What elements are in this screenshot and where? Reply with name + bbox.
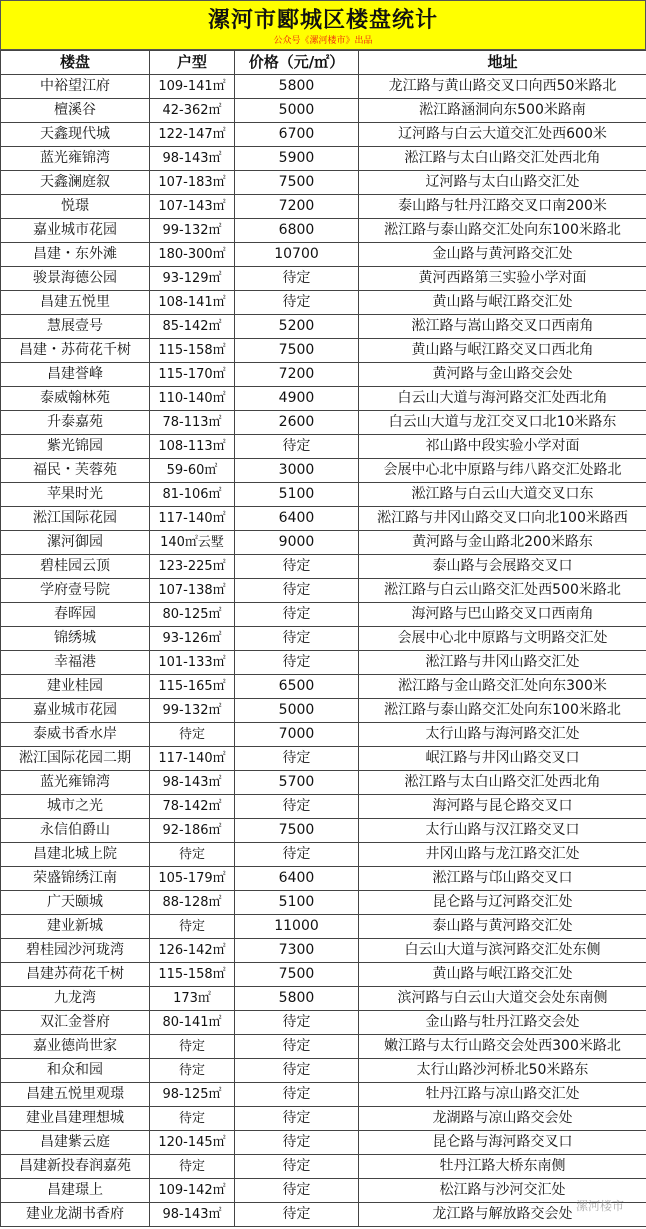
cell-address: 昆仑路与辽河路交汇处: [359, 891, 646, 915]
cell-address: 龙湖路与凉山路交会处: [359, 1107, 646, 1131]
table-row: [1, 531, 646, 555]
cell-name: 福民・芙蓉苑: [1, 459, 150, 483]
cell-address: 黄河路与金山路交会处: [359, 363, 646, 387]
cell-price: 5900: [235, 147, 359, 171]
cell-layout: 78-113㎡: [150, 411, 235, 435]
cell-layout: 122-147㎡: [150, 123, 235, 147]
cell-price: 10700: [235, 243, 359, 267]
cell-layout: 80-125㎡: [150, 603, 235, 627]
cell-price: 5200: [235, 315, 359, 339]
table-row: [1, 1083, 646, 1107]
cell-name: 昌建紫云庭: [1, 1131, 150, 1155]
cell-price: 5800: [235, 75, 359, 99]
table-row: [1, 387, 646, 411]
cell-address: 岷江路与井冈山路交叉口: [359, 747, 646, 771]
cell-price: 3000: [235, 459, 359, 483]
cell-name: 昌建誉峰: [1, 363, 150, 387]
cell-name: 苹果时光: [1, 483, 150, 507]
cell-address: 海河路与昆仑路交叉口: [359, 795, 646, 819]
cell-address: 金山路与牡丹江路交会处: [359, 1011, 646, 1035]
cell-layout: 待定: [150, 843, 235, 867]
cell-price: 5000: [235, 99, 359, 123]
cell-price: 6400: [235, 867, 359, 891]
cell-layout: 98-125㎡: [150, 1083, 235, 1107]
table-row: [1, 507, 646, 531]
table-row: [1, 579, 646, 603]
cell-price: 5700: [235, 771, 359, 795]
cell-price: 7500: [235, 339, 359, 363]
title-band: [0, 0, 646, 50]
cell-address: 淞江路与太白山路交汇处西北角: [359, 771, 646, 795]
table-row: [1, 291, 646, 315]
cell-layout: 待定: [150, 1035, 235, 1059]
cell-address: 淞江路与白云山路交汇处西500米路北: [359, 579, 646, 603]
cell-price: 待定: [235, 1131, 359, 1155]
cell-address: 淞江路与邙山路交叉口: [359, 867, 646, 891]
cell-layout: 173㎡: [150, 987, 235, 1011]
table-row: [1, 339, 646, 363]
cell-price: 待定: [235, 1035, 359, 1059]
cell-price: 待定: [235, 1107, 359, 1131]
cell-layout: 待定: [150, 1107, 235, 1131]
table-header-row: [1, 51, 646, 75]
table-row: [1, 411, 646, 435]
cell-name: 檀溪谷: [1, 99, 150, 123]
cell-layout: 98-143㎡: [150, 1203, 235, 1227]
cell-price: 5100: [235, 891, 359, 915]
cell-name: 建业昌建理想城: [1, 1107, 150, 1131]
table-row: [1, 147, 646, 171]
cell-name: 昌建・东外滩: [1, 243, 150, 267]
cell-layout: 99-132㎡: [150, 219, 235, 243]
cell-name: 昌建五悦里观璟: [1, 1083, 150, 1107]
table-row: [1, 747, 646, 771]
cell-name: 昌建新投春润嘉苑: [1, 1155, 150, 1179]
cell-name: 广天颐城: [1, 891, 150, 915]
table-row: [1, 1059, 646, 1083]
cell-name: 九龙湾: [1, 987, 150, 1011]
cell-name: 永信伯爵山: [1, 819, 150, 843]
cell-layout: 92-186㎡: [150, 819, 235, 843]
cell-name: 昌建苏荷花千树: [1, 963, 150, 987]
table-row: [1, 987, 646, 1011]
cell-layout: 98-143㎡: [150, 771, 235, 795]
cell-name: 泰威书香水岸: [1, 723, 150, 747]
cell-address: 龙江路与黄山路交叉口向西50米路北: [359, 75, 646, 99]
cell-name: 中裕望江府: [1, 75, 150, 99]
cell-name: 碧桂园云顶: [1, 555, 150, 579]
cell-address: 淞江路与井冈山路交汇处: [359, 651, 646, 675]
cell-address: 淞江路与太白山路交汇处西北角: [359, 147, 646, 171]
cell-layout: 待定: [150, 1059, 235, 1083]
table-row: [1, 963, 646, 987]
cell-address: 金山路与黄河路交汇处: [359, 243, 646, 267]
cell-price: 2600: [235, 411, 359, 435]
cell-price: 5000: [235, 699, 359, 723]
cell-layout: 115-170㎡: [150, 363, 235, 387]
table-row: [1, 483, 646, 507]
cell-address: 淞江路与井冈山路交叉口向北100米路西: [359, 507, 646, 531]
cell-name: 慧展壹号: [1, 315, 150, 339]
cell-layout: 140㎡云墅: [150, 531, 235, 555]
cell-address: 辽河路与太白山路交汇处: [359, 171, 646, 195]
cell-name: 漯河御园: [1, 531, 150, 555]
cell-address: 滨河路与白云山大道交会处东南侧: [359, 987, 646, 1011]
cell-layout: 81-106㎡: [150, 483, 235, 507]
table-row: [1, 699, 646, 723]
cell-address: 会展中心北中原路与文明路交汇处: [359, 627, 646, 651]
cell-address: 龙江路与解放路交会处: [359, 1203, 646, 1227]
cell-address: 海河路与巴山路交叉口西南角: [359, 603, 646, 627]
property-table: [0, 50, 646, 1227]
cell-layout: 180-300㎡: [150, 243, 235, 267]
table-row: [1, 675, 646, 699]
cell-layout: 78-142㎡: [150, 795, 235, 819]
cell-price: 7300: [235, 939, 359, 963]
cell-layout: 115-165㎡: [150, 675, 235, 699]
cell-price: 待定: [235, 627, 359, 651]
table-row: [1, 1179, 646, 1203]
table-row: [1, 195, 646, 219]
cell-layout: 109-142㎡: [150, 1179, 235, 1203]
cell-price: 5800: [235, 987, 359, 1011]
table-row: [1, 867, 646, 891]
cell-name: 学府壹号院: [1, 579, 150, 603]
cell-layout: 93-126㎡: [150, 627, 235, 651]
cell-price: 4900: [235, 387, 359, 411]
table-row: [1, 795, 646, 819]
cell-layout: 126-142㎡: [150, 939, 235, 963]
table-row: [1, 603, 646, 627]
table-row: [1, 171, 646, 195]
cell-layout: 59-60㎡: [150, 459, 235, 483]
cell-layout: 85-142㎡: [150, 315, 235, 339]
cell-price: 7200: [235, 363, 359, 387]
cell-name: 建业新城: [1, 915, 150, 939]
table-row: [1, 459, 646, 483]
cell-price: 待定: [235, 1179, 359, 1203]
table-row: [1, 555, 646, 579]
cell-layout: 待定: [150, 915, 235, 939]
table-row: [1, 99, 646, 123]
cell-layout: 107-183㎡: [150, 171, 235, 195]
table-row: [1, 1155, 646, 1179]
cell-price: 待定: [235, 435, 359, 459]
cell-price: 待定: [235, 651, 359, 675]
cell-name: 蓝光雍锦湾: [1, 147, 150, 171]
cell-address: 松江路与沙河交汇处: [359, 1179, 646, 1203]
cell-address: 淞江路与泰山路交汇处向东100米路北: [359, 219, 646, 243]
table-row: [1, 1107, 646, 1131]
table-row: [1, 1035, 646, 1059]
cell-address: 牡丹江路与凉山路交汇处: [359, 1083, 646, 1107]
cell-price: 6700: [235, 123, 359, 147]
table-row: [1, 219, 646, 243]
cell-layout: 待定: [150, 723, 235, 747]
cell-layout: 109-141㎡: [150, 75, 235, 99]
cell-layout: 115-158㎡: [150, 339, 235, 363]
cell-name: 昌建五悦里: [1, 291, 150, 315]
cell-price: 待定: [235, 1083, 359, 1107]
cell-price: 7200: [235, 195, 359, 219]
cell-address: 淞江路与白云山大道交叉口东: [359, 483, 646, 507]
cell-layout: 101-133㎡: [150, 651, 235, 675]
cell-address: 白云山大道与龙江交叉口北10米路东: [359, 411, 646, 435]
column-header-name: 楼盘: [1, 51, 150, 75]
cell-name: 昌建璟上: [1, 1179, 150, 1203]
watermark-text: 漯河楼市: [575, 1199, 624, 1213]
cell-name: 悦璟: [1, 195, 150, 219]
cell-price: 6800: [235, 219, 359, 243]
cell-price: 5100: [235, 483, 359, 507]
cell-price: 待定: [235, 555, 359, 579]
cell-name: 荣盛锦绣江南: [1, 867, 150, 891]
cell-price: 6500: [235, 675, 359, 699]
cell-address: 泰山路与牡丹江路交叉口南200米: [359, 195, 646, 219]
cell-price: 待定: [235, 1059, 359, 1083]
table-row: [1, 891, 646, 915]
cell-name: 双汇金誉府: [1, 1011, 150, 1035]
table-row: [1, 243, 646, 267]
cell-address: 黄山路与岷江路交汇处: [359, 963, 646, 987]
cell-name: 碧桂园沙河珑湾: [1, 939, 150, 963]
cell-name: 城市之光: [1, 795, 150, 819]
cell-price: 待定: [235, 267, 359, 291]
cell-address: 泰山路与会展路交叉口: [359, 555, 646, 579]
table-row: [1, 771, 646, 795]
cell-layout: 88-128㎡: [150, 891, 235, 915]
cell-layout: 117-140㎡: [150, 507, 235, 531]
cell-name: 天鑫澜庭叙: [1, 171, 150, 195]
table-row: [1, 315, 646, 339]
table-row: [1, 1203, 646, 1227]
cell-layout: 115-158㎡: [150, 963, 235, 987]
cell-address: 昆仑路与海河路交叉口: [359, 1131, 646, 1155]
cell-price: 待定: [235, 1011, 359, 1035]
cell-address: 辽河路与白云大道交汇处西600米: [359, 123, 646, 147]
table-row: [1, 627, 646, 651]
cell-address: 井冈山路与龙江路交汇处: [359, 843, 646, 867]
cell-price: 9000: [235, 531, 359, 555]
page-subtitle: 公众号《漯河楼市》出品: [273, 36, 373, 46]
table-row: [1, 723, 646, 747]
cell-price: 待定: [235, 843, 359, 867]
cell-address: 黄山路与岷江路交叉口西北角: [359, 339, 646, 363]
cell-price: 待定: [235, 603, 359, 627]
cell-address: 会展中心北中原路与纬八路交汇处路北: [359, 459, 646, 483]
cell-price: 6400: [235, 507, 359, 531]
cell-layout: 待定: [150, 1155, 235, 1179]
cell-price: 11000: [235, 915, 359, 939]
cell-name: 升泰嘉苑: [1, 411, 150, 435]
table-row: [1, 915, 646, 939]
cell-name: 淞江国际花园: [1, 507, 150, 531]
cell-name: 和众和园: [1, 1059, 150, 1083]
cell-name: 骏景海德公园: [1, 267, 150, 291]
cell-name: 昌建・苏荷花千树: [1, 339, 150, 363]
table-row: [1, 435, 646, 459]
cell-price: 7500: [235, 963, 359, 987]
table-row: [1, 123, 646, 147]
cell-layout: 117-140㎡: [150, 747, 235, 771]
cell-address: 嫩江路与太行山路交会处西300米路北: [359, 1035, 646, 1059]
cell-name: 天鑫现代城: [1, 123, 150, 147]
cell-layout: 108-113㎡: [150, 435, 235, 459]
cell-address: 太行山路与海河路交汇处: [359, 723, 646, 747]
table-row: [1, 267, 646, 291]
cell-name: 嘉业城市花园: [1, 219, 150, 243]
table-row: [1, 363, 646, 387]
cell-address: 太行山路与汉江路交叉口: [359, 819, 646, 843]
cell-address: 黄山路与岷江路交汇处: [359, 291, 646, 315]
cell-address: 太行山路沙河桥北50米路东: [359, 1059, 646, 1083]
cell-name: 嘉业德尚世家: [1, 1035, 150, 1059]
cell-layout: 107-143㎡: [150, 195, 235, 219]
page-title: 漯河市郾城区楼盘统计: [207, 7, 438, 33]
cell-name: 建业桂园: [1, 675, 150, 699]
table-row: [1, 75, 646, 99]
table-row: [1, 819, 646, 843]
cell-price: 7500: [235, 171, 359, 195]
cell-name: 泰威翰林苑: [1, 387, 150, 411]
table-row: [1, 843, 646, 867]
cell-name: 春晖园: [1, 603, 150, 627]
cell-address: 淞江路涵洞向东500米路南: [359, 99, 646, 123]
cell-price: 7500: [235, 819, 359, 843]
column-header-address: 地址: [359, 51, 646, 75]
column-header-price: 价格（元/㎡）: [235, 51, 359, 75]
cell-layout: 93-129㎡: [150, 267, 235, 291]
cell-name: 昌建北城上院: [1, 843, 150, 867]
cell-price: 待定: [235, 1203, 359, 1227]
cell-address: 泰山路与黄河路交汇处: [359, 915, 646, 939]
cell-price: 待定: [235, 291, 359, 315]
cell-name: 蓝光雍锦湾: [1, 771, 150, 795]
cell-address: 白云山大道与海河路交汇处西北角: [359, 387, 646, 411]
cell-name: 嘉业城市花园: [1, 699, 150, 723]
cell-layout: 42-362㎡: [150, 99, 235, 123]
cell-price: 7000: [235, 723, 359, 747]
cell-layout: 110-140㎡: [150, 387, 235, 411]
cell-layout: 120-145㎡: [150, 1131, 235, 1155]
column-header-layout: 户型: [150, 51, 235, 75]
cell-layout: 123-225㎡: [150, 555, 235, 579]
cell-price: 待定: [235, 747, 359, 771]
cell-layout: 80-141㎡: [150, 1011, 235, 1035]
cell-name: 幸福港: [1, 651, 150, 675]
cell-layout: 107-138㎡: [150, 579, 235, 603]
table-row: [1, 1011, 646, 1035]
cell-address: 牡丹江路大桥东南侧: [359, 1155, 646, 1179]
cell-address: 白云山大道与滨河路交汇处东侧: [359, 939, 646, 963]
cell-name: 淞江国际花园二期: [1, 747, 150, 771]
cell-name: 紫光锦园: [1, 435, 150, 459]
cell-layout: 105-179㎡: [150, 867, 235, 891]
cell-address: 黄河路与金山路北200米路东: [359, 531, 646, 555]
cell-name: 建业龙湖书香府: [1, 1203, 150, 1227]
table-row: [1, 651, 646, 675]
cell-layout: 108-141㎡: [150, 291, 235, 315]
cell-price: 待定: [235, 795, 359, 819]
cell-address: 黄河西路第三实验小学对面: [359, 267, 646, 291]
table-row: [1, 1131, 646, 1155]
cell-layout: 99-132㎡: [150, 699, 235, 723]
cell-address: 淞江路与嵩山路交叉口西南角: [359, 315, 646, 339]
table-row: [1, 939, 646, 963]
cell-address: 祁山路中段实验小学对面: [359, 435, 646, 459]
cell-layout: 98-143㎡: [150, 147, 235, 171]
cell-address: 淞江路与金山路交汇处向东300米: [359, 675, 646, 699]
cell-price: 待定: [235, 1155, 359, 1179]
cell-name: 锦绣城: [1, 627, 150, 651]
cell-price: 待定: [235, 579, 359, 603]
cell-address: 淞江路与泰山路交汇处向东100米路北: [359, 699, 646, 723]
